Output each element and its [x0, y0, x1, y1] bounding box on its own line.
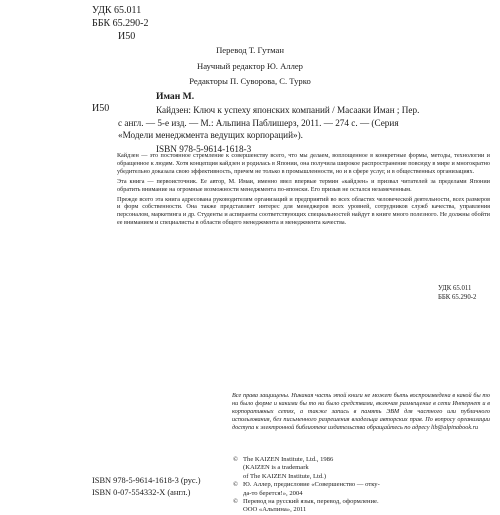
- author-mark-code: И50: [118, 31, 136, 42]
- isbn-english: ISBN 0-07-554332-X (англ.): [92, 487, 191, 497]
- biblio-line-3: «Модели менеджмента ведущих корпораций»).: [118, 130, 303, 141]
- copyright-item: [233, 481, 491, 498]
- isbn-list: [92, 475, 201, 498]
- biblio-line-1: Кайдзен: Ключ к успеху японских компаний / Масааки Иман ; Пер.: [156, 105, 420, 115]
- copyright-line: The KAIZEN Institute, Ltd., 1986: [243, 456, 334, 463]
- udk-code-bottom: УДК 65.011: [438, 285, 472, 292]
- biblio-line-2: с англ. — 5-е изд. — М.: Альпина Паблишерз, 2011. — 274 с. — (Серия: [118, 117, 399, 128]
- copyright-symbol: ©: [233, 456, 239, 463]
- copyright-line: Перевод на русский язык, перевод, оформление.: [243, 498, 379, 506]
- annotation-paragraph-2: Эта книга — первоисточник. Ее автор, М. Имаи, именно ввел впервые термин «кайдзен» и призвал читателей за пределами Японии обратить внимание на огромные возможности менеджмента по-японски. Его призыв не остался незамеченным.: [117, 177, 490, 193]
- bbk-code-bottom: ББК 65.290-2: [438, 293, 477, 301]
- copyright-symbol: ©: [233, 498, 239, 506]
- copyright-list: [233, 456, 491, 515]
- author-name: Иман М.: [156, 91, 195, 102]
- annotation-paragraph-3: Прежде всего эта книга адресована руководителям организаций и предприятий во всех областях человеческой деятельности, всех размеров и форм собственности. Она также представляет интерес для менеджеров всех уровней, сотрудников служб качества, управления персоналом, маркетинга и др. Студенты и аспиранты соответствующих специальностей найдут в книге много полезного. Не должны обойти ее вниманием и специалисты в области общего менеджмента и менеджмента качества.: [117, 195, 490, 227]
- annotation-text: [117, 152, 490, 227]
- copyright-item: [233, 456, 491, 481]
- copyright-item: [233, 498, 491, 515]
- bbk-code: ББК 65.290-2: [92, 18, 149, 29]
- classification-codes-bottom: [438, 285, 476, 303]
- bibliographic-description: [118, 104, 490, 155]
- scientific-editor-credit: Научный редактор Ю. Аллер: [197, 60, 303, 71]
- copyright-line: ООО «Альпина», 2011: [243, 506, 307, 514]
- cutter-code: И50: [92, 103, 110, 114]
- rights-notice: Все права защищены. Никакая часть этой книги не может быть воспроизведена в какой бы то ни было форме и какими бы то ни было средствами, включая размещение в сети Интернет и в корпоративных сетях, а также запись в память ЭВМ для частного или публичного использования, без письменного разрешения владельца авторских прав. По вопросу организации доступа к электронной библиотеке издательства обращайтесь по адресу lib@alpinabook.ru: [232, 392, 490, 432]
- copyright-line: Ю. Аллер, предисловие «Совершенство — отку-: [243, 481, 380, 489]
- translator-credit: Перевод Т. Гутман: [216, 45, 284, 55]
- annotation-paragraph-1: Кайдзен — это постоянное стремление к совершенству всего, что мы делаем, воплощенное в конкретные формы, методы, технологии и обращенное к людям. Хотя концепция кайдзен и родилась в Японии, она получила широкое распространение повсюду в мире и многократно убедительно доказала свою эффективность, причем не только в промышленности, но и в сфере услуг, и в общественных организациях.: [117, 152, 490, 175]
- editors-credit: Редакторы П. Суворова, С. Турко: [189, 76, 311, 86]
- udk-code: УДК 65.011: [92, 5, 142, 16]
- copyright-line: (KAIZEN is a trademark: [243, 464, 309, 472]
- credits-block: [0, 43, 500, 90]
- classification-codes-top: [92, 4, 148, 43]
- copyright-symbol: ©: [233, 481, 239, 489]
- copyright-line: да-то берется!», 2004: [243, 489, 303, 497]
- biblio-isbn: ISBN 978-5-9614-1618-3: [156, 143, 252, 154]
- copyright-line: of The KAIZEN Institute, Ltd.): [243, 472, 327, 480]
- isbn-russian: ISBN 978-5-9614-1618-3 (рус.): [92, 476, 201, 485]
